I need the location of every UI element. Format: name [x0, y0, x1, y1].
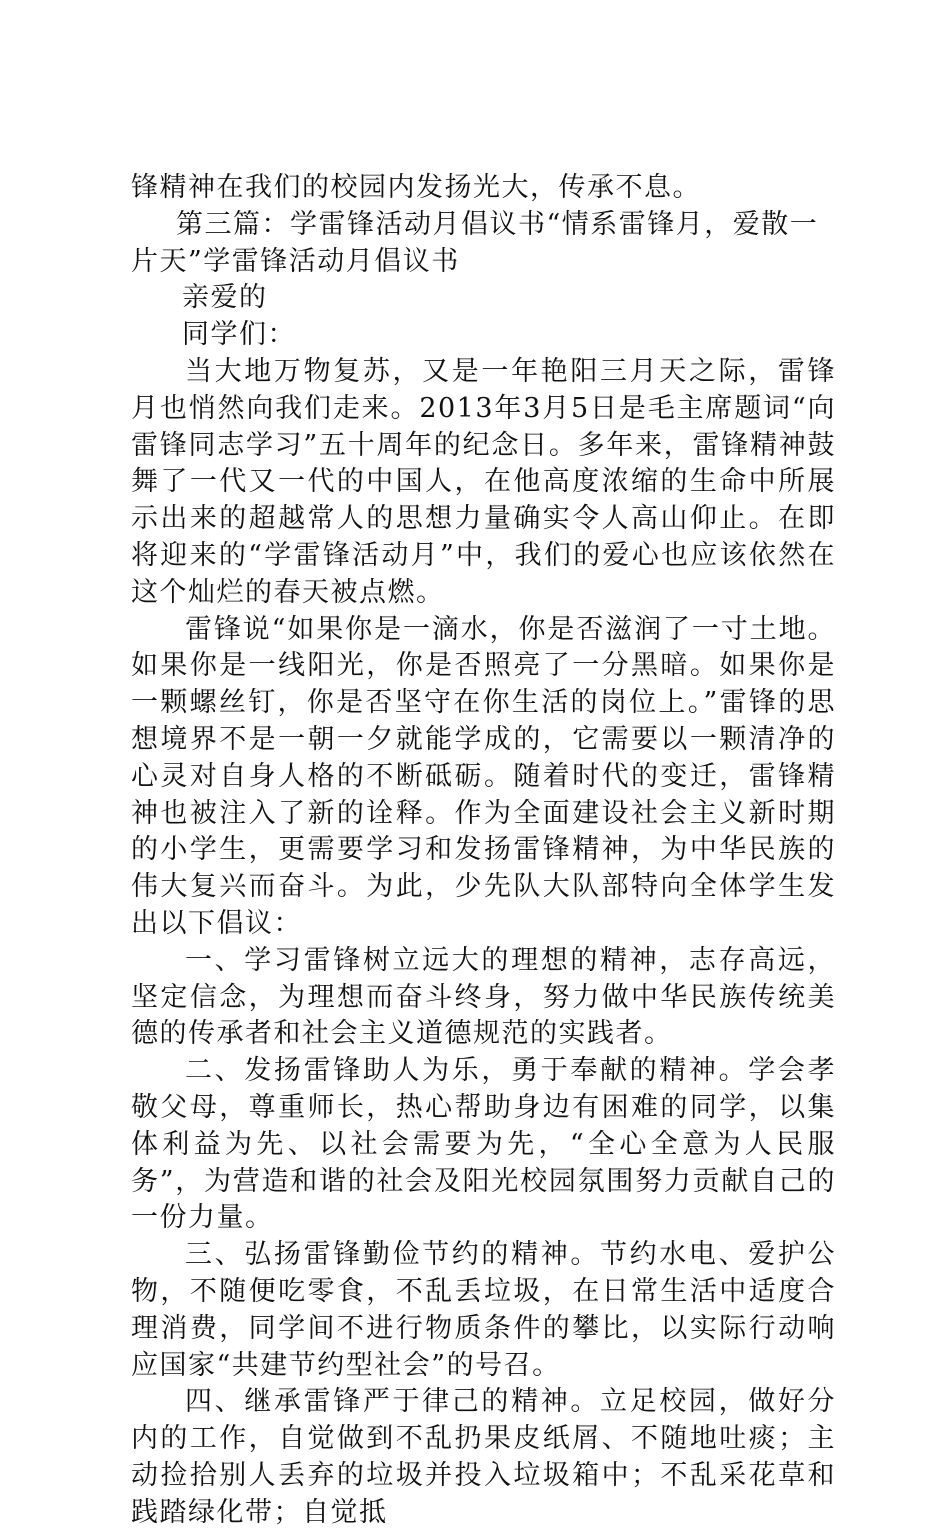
section-heading: 第三篇：学雷锋活动月倡议书“情系雷锋月，爱散一片天”学雷锋活动月倡议书 [131, 208, 819, 277]
salutation-line-2: 同学们： [182, 319, 296, 351]
proposal-item-4: 四、继承雷锋严于律己的精神。立足校园，做好分内的工作，自觉做到不乱扔果皮纸屑、不随地吐痰；主动捡拾别人丢弃的垃圾并投入垃圾箱中；不乱采花草和践踏绿化带；自觉抵 [131, 1386, 836, 1528]
paragraph-quote: 雷锋说“如果你是一滴水，你是否滋润了一寸土地。如果你是一线阳光，你是否照亮了一分黑暗。如果你是一颗螺丝钉，你是否坚守在你生活的岗位上。”雷锋的思想境界不是一朝一夕就能学成的，它需要以一颗清净的心灵对自身人格的不断砥砺。随着时代的变迁，雷锋精神也被注入了新的诠释。作为全面建设社会主义新时期的小学生，更需要学习和发扬雷锋精神，为中华民族的伟大复兴而奋斗。为此，少先队大队部特向全体学生发出以下倡议： [131, 613, 836, 939]
proposal-item-3: 三、弘扬雷锋勤俭节约的精神。节约水电、爱护公物，不随便吃零食，不乱丢垃圾，在日常生活中适度合理消费，同学间不进行物质条件的攀比，以实际行动响应国家“共建节约型社会”的号召。 [131, 1239, 836, 1381]
salutation-line-1: 亲爱的 [182, 282, 268, 314]
proposal-item-1: 一、学习雷锋树立远大的理想的精神，志存高远，坚定信念，为理想而奋斗终身，努力做中华民族传统美德的传承者和社会主义道德规范的实践者。 [131, 944, 836, 1050]
paragraph-continuation: 锋精神在我们的校园内发扬光大，传承不息。 [131, 172, 701, 203]
proposal-item-2: 二、发扬雷锋助人为乐，勇于奉献的精神。学会孝敬父母，尊重师长，热心帮助身边有困难的同学，以集体利益为先、以社会需要为先，“全心全意为人民服务”，为营造和谐的社会及阳光校园氛围努力贡献自己的一份力量。 [131, 1055, 836, 1234]
document-body [131, 170, 836, 1531]
paragraph-intro: 当大地万物复苏，又是一年艳阳三月天之际，雷锋月也悄然向我们走来。2013年3月5日是毛主席题词“向雷锋同志学习”五十周年的纪念日。多年来，雷锋精神鼓舞了一代又一代的中国人，在他高度浓缩的生命中所展示出来的超越常人的思想力量确实令人高山仰止。在即将迎来的“学雷锋活动月”中，我们的爱心也应该依然在这个灿烂的春天被点燃。 [131, 355, 836, 608]
